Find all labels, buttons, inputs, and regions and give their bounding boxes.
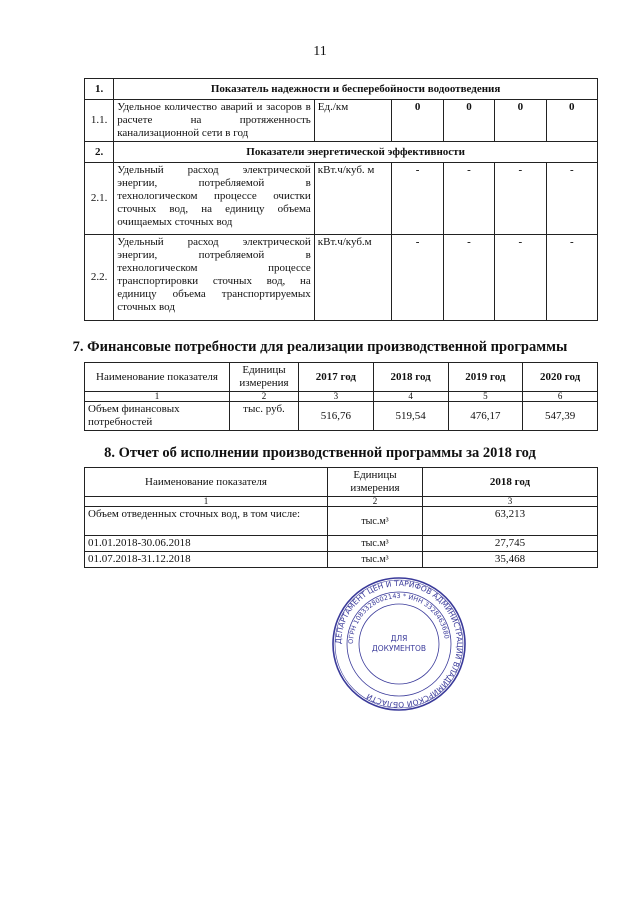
indicator-name: 01.01.2018-30.06.2018 bbox=[85, 536, 328, 552]
column-index: 5 bbox=[448, 392, 523, 402]
unit-cell: тыс.м³ bbox=[328, 536, 423, 552]
section-number: 1. bbox=[85, 79, 114, 100]
indicator-name: 01.07.2018-31.12.2018 bbox=[85, 552, 328, 568]
column-header: 2018 год bbox=[423, 468, 598, 497]
section-8-title: 8. Отчет об исполнении производственной программы за 2018 год bbox=[104, 445, 536, 461]
column-index: 1 bbox=[85, 392, 230, 402]
value-cell: 519,54 bbox=[373, 402, 448, 431]
value-cell: - bbox=[443, 163, 494, 235]
unit-cell: кВт.ч/куб. м bbox=[314, 163, 392, 235]
value-cell: 547,39 bbox=[523, 402, 598, 431]
column-index: 2 bbox=[230, 392, 299, 402]
value-cell: 0 bbox=[495, 100, 546, 142]
indicators-table bbox=[84, 78, 598, 321]
column-header: 2020 год bbox=[523, 363, 598, 392]
table-row bbox=[85, 235, 598, 321]
row-number: 2.1. bbox=[85, 163, 114, 235]
column-header: Наименование показателя bbox=[85, 468, 328, 497]
section-number: 2. bbox=[85, 142, 114, 163]
unit-cell: Ед./км bbox=[314, 100, 392, 142]
financial-needs-table bbox=[84, 362, 598, 431]
table-row bbox=[85, 536, 598, 552]
value-cell: 63,213 bbox=[423, 507, 598, 536]
column-index: 4 bbox=[373, 392, 448, 402]
section-header-row bbox=[85, 79, 598, 100]
indicator-name: Объем финансовых потребностей bbox=[85, 402, 230, 431]
index-row bbox=[85, 497, 598, 507]
unit-cell: тыс.м³ bbox=[328, 507, 423, 536]
column-index: 6 bbox=[523, 392, 598, 402]
value-cell: - bbox=[546, 163, 597, 235]
section-title: Показатель надежности и бесперебойности водоотведения bbox=[114, 79, 598, 100]
row-number: 1.1. bbox=[85, 100, 114, 142]
column-index: 2 bbox=[328, 497, 423, 507]
indicator-description: Удельное количество аварий и засоров в расчете на протяженность канализационной сети в год bbox=[114, 100, 315, 142]
page-number: 11 bbox=[313, 44, 327, 59]
value-cell: - bbox=[392, 235, 443, 321]
value-cell: 0 bbox=[546, 100, 597, 142]
column-header: 2018 год bbox=[373, 363, 448, 392]
column-header: Единицы измерения bbox=[230, 363, 299, 392]
section-title: Показатели энергетической эффективности bbox=[114, 142, 598, 163]
table-row bbox=[85, 163, 598, 235]
table-row bbox=[85, 100, 598, 142]
unit-cell: кВт.ч/куб.м bbox=[314, 235, 392, 321]
unit-cell: тыс.м³ bbox=[328, 552, 423, 568]
value-cell: - bbox=[392, 163, 443, 235]
official-stamp bbox=[330, 575, 468, 713]
column-header: 2017 год bbox=[299, 363, 374, 392]
column-index: 1 bbox=[85, 497, 328, 507]
table-row bbox=[85, 507, 598, 536]
table-row bbox=[85, 552, 598, 568]
section-header-row bbox=[85, 142, 598, 163]
value-cell: 0 bbox=[392, 100, 443, 142]
column-header: Наименование показателя bbox=[85, 363, 230, 392]
table-row bbox=[85, 402, 598, 431]
column-header: Единицы измерения bbox=[328, 468, 423, 497]
stamp-center-line1: ДЛЯ bbox=[390, 634, 408, 643]
stamp-ring-text: ДЕПАРТАМЕНТ ЦЕН И ТАРИФОВ АДМИНИСТРАЦИИ ВЛАДИМИРСКОЙ ОБЛАСТИ bbox=[333, 578, 465, 710]
header-row bbox=[85, 363, 598, 392]
stamp-inner-ring-text: ОГРН 1083328002143 * ИНН 3328463680 bbox=[346, 591, 451, 645]
value-cell: 476,17 bbox=[448, 402, 523, 431]
value-cell: 27,745 bbox=[423, 536, 598, 552]
value-cell: 516,76 bbox=[299, 402, 374, 431]
value-cell: 35,468 bbox=[423, 552, 598, 568]
value-cell: - bbox=[495, 235, 546, 321]
value-cell: - bbox=[546, 235, 597, 321]
indicator-name: Объем отведенных сточных вод, в том числе: bbox=[85, 507, 328, 536]
section-7-title: 7. Финансовые потребности для реализации производственной программы bbox=[72, 339, 568, 355]
header-row bbox=[85, 468, 598, 497]
index-row bbox=[85, 392, 598, 402]
column-index: 3 bbox=[299, 392, 374, 402]
value-cell: - bbox=[443, 235, 494, 321]
row-number: 2.2. bbox=[85, 235, 114, 321]
stamp-center-line2: ДОКУМЕНТОВ bbox=[371, 644, 427, 653]
column-index: 3 bbox=[423, 497, 598, 507]
value-cell: - bbox=[495, 163, 546, 235]
value-cell: 0 bbox=[443, 100, 494, 142]
indicator-description: Удельный расход электрической энергии, потребляемой в технологическом процессе транспортировки сточных вод, на единицу объема транспортируемых сточных вод bbox=[114, 235, 315, 321]
execution-report-table bbox=[84, 467, 598, 568]
unit-cell: тыс. руб. bbox=[230, 402, 299, 431]
indicator-description: Удельный расход электрической энергии, потребляемой в технологическом процессе очистки сточных вод, на единицу объема очищаемых сточных вод bbox=[114, 163, 315, 235]
column-header: 2019 год bbox=[448, 363, 523, 392]
